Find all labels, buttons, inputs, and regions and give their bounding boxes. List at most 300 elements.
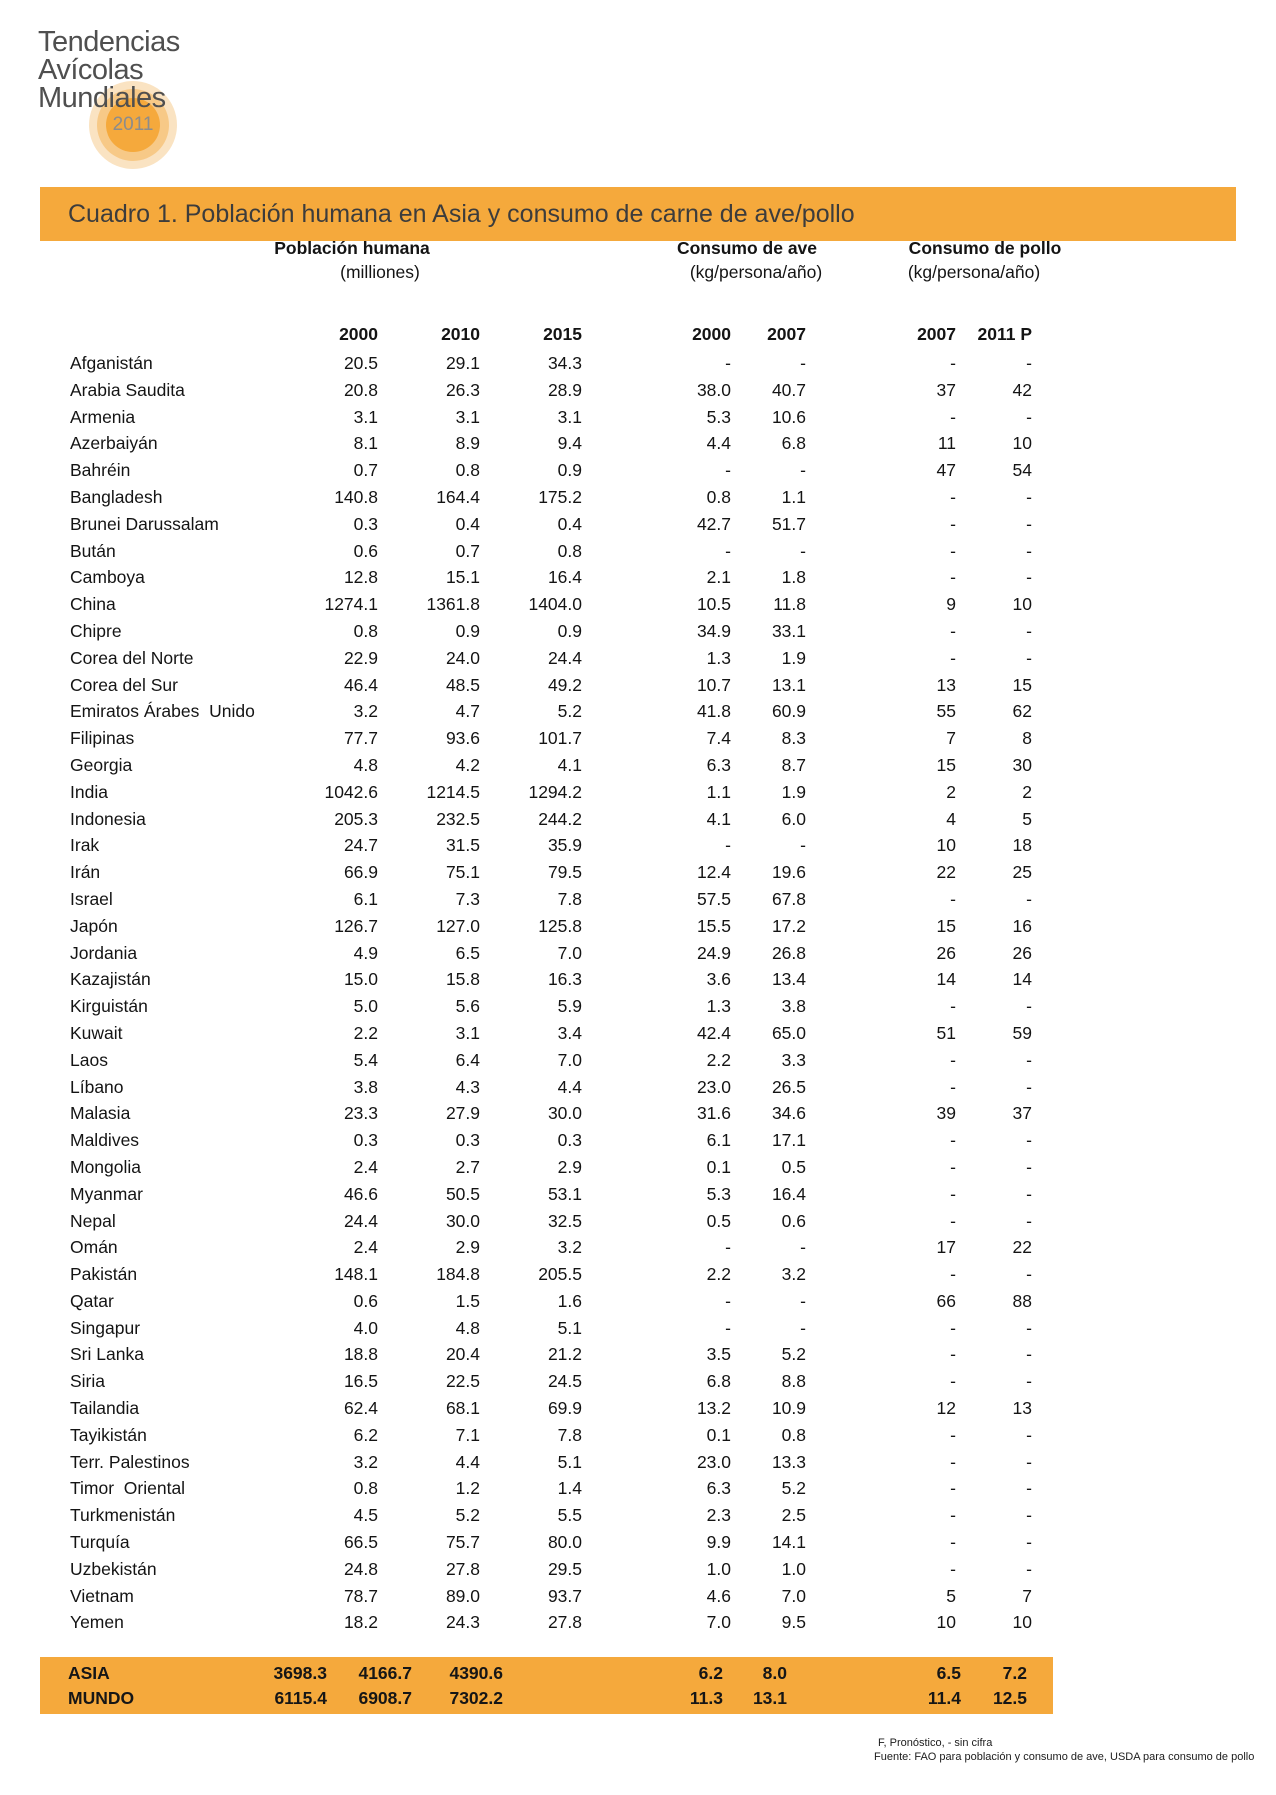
table-row (40, 430, 1032, 457)
value-cell: 7.8 (557, 1424, 582, 1445)
value-cell: - (800, 1290, 806, 1311)
value-cell: 0.3 (353, 513, 378, 534)
table-row (40, 377, 1032, 404)
table-body (40, 350, 1032, 1636)
table-row (40, 350, 1032, 377)
value-cell: 0.4 (455, 513, 480, 534)
value-cell: 27.9 (445, 1103, 480, 1124)
value-cell: 4.0 (353, 1317, 378, 1338)
value-cell: 23.3 (343, 1103, 378, 1124)
table-row (40, 538, 1032, 565)
country-name: Uzbekistán (70, 1558, 157, 1579)
country-name: Arabia Saudita (70, 379, 185, 400)
value-cell: 1042.6 (324, 781, 378, 802)
table-row (40, 511, 1032, 538)
value-cell: - (950, 1076, 956, 1097)
totals-value-cell: 6115.4 (274, 1688, 327, 1708)
value-cell: - (1026, 486, 1032, 507)
value-cell: 13 (1012, 1398, 1032, 1419)
value-cell: 80.0 (547, 1532, 582, 1553)
value-cell: - (1026, 1210, 1032, 1231)
value-cell: - (950, 567, 956, 588)
value-cell: - (1026, 888, 1032, 909)
value-cell: 15.8 (445, 969, 480, 990)
table-row (40, 1261, 1032, 1288)
value-cell: - (800, 1237, 806, 1258)
value-cell: 10 (1012, 433, 1032, 454)
value-cell: - (725, 835, 731, 856)
value-cell: 34.6 (771, 1103, 806, 1124)
value-cell: 42.4 (696, 1022, 731, 1043)
value-cell: 66.5 (343, 1532, 378, 1553)
totals-value-cell: 6.5 (936, 1663, 961, 1683)
value-cell: 4.4 (455, 1451, 480, 1472)
country-name: Corea del Sur (70, 674, 178, 695)
value-cell: 5.2 (557, 701, 582, 722)
table-row (40, 1583, 1032, 1610)
value-cell: 15.1 (445, 567, 480, 588)
table-row (40, 886, 1032, 913)
value-cell: 6.1 (353, 888, 378, 909)
country-name: Chipre (70, 620, 122, 641)
value-cell: - (950, 888, 956, 909)
value-cell: 18.8 (343, 1344, 378, 1365)
table-row (40, 404, 1032, 431)
value-cell: 24.3 (445, 1612, 480, 1633)
country-name: Mongolia (70, 1156, 142, 1177)
country-name: Israel (70, 888, 113, 909)
value-cell: - (1026, 1371, 1032, 1392)
value-cell: 175.2 (538, 486, 582, 507)
country-name: Malasia (70, 1103, 131, 1124)
value-cell: 126.7 (334, 915, 378, 936)
value-cell: - (1026, 1478, 1032, 1499)
table-row (40, 966, 1032, 993)
value-cell: - (950, 1532, 956, 1553)
value-cell: 0.3 (455, 1130, 480, 1151)
totals-value-cell: 7.2 (1002, 1663, 1027, 1683)
value-cell: 0.6 (353, 540, 378, 561)
value-cell: 26.5 (771, 1076, 806, 1097)
value-cell: 23.0 (696, 1076, 731, 1097)
country-name: Emiratos Árabes Unido (70, 701, 255, 722)
table-row (40, 1154, 1032, 1181)
totals-row (40, 1686, 1053, 1711)
value-cell: 7 (946, 728, 956, 749)
year-header: 2000 (339, 324, 378, 344)
value-cell: 93.6 (445, 728, 480, 749)
value-cell: 53.1 (547, 1183, 582, 1204)
value-cell: - (1026, 1049, 1032, 1070)
value-cell: 5.3 (706, 1183, 731, 1204)
value-cell: - (950, 1317, 956, 1338)
value-cell: 1274.1 (324, 594, 378, 615)
value-cell: 3.1 (455, 1022, 480, 1043)
value-cell: 3.2 (781, 1264, 806, 1285)
table-row (40, 1315, 1032, 1342)
value-cell: 15 (1012, 674, 1032, 695)
value-cell: 60.9 (771, 701, 806, 722)
value-cell: 2.2 (706, 1049, 731, 1070)
value-cell: - (950, 1424, 956, 1445)
value-cell: 14 (1012, 969, 1032, 990)
value-cell: 50.5 (445, 1183, 480, 1204)
value-cell: 0.5 (781, 1156, 806, 1177)
value-cell: 46.6 (343, 1183, 378, 1204)
country-name: Bután (70, 540, 116, 561)
value-cell: 6.8 (706, 1371, 731, 1392)
value-cell: 9 (946, 594, 956, 615)
value-cell: 59 (1012, 1022, 1032, 1043)
value-cell: 3.5 (706, 1344, 731, 1365)
year-header: 2011 P (977, 324, 1032, 344)
value-cell: - (1026, 1156, 1032, 1177)
value-cell: - (950, 540, 956, 561)
value-cell: 5.4 (353, 1049, 378, 1070)
year-headers-row (40, 321, 1032, 348)
value-cell: 38.0 (696, 379, 731, 400)
value-cell: 0.9 (557, 460, 582, 481)
value-cell: 5.6 (455, 996, 480, 1017)
value-cell: 5.1 (557, 1317, 582, 1338)
value-cell: - (950, 513, 956, 534)
country-name: Singapur (70, 1317, 141, 1338)
value-cell: - (1026, 620, 1032, 641)
value-cell: - (950, 1451, 956, 1472)
value-cell: 69.9 (547, 1398, 582, 1419)
table-row (40, 1288, 1032, 1315)
value-cell: 24.7 (343, 835, 378, 856)
table-row (40, 698, 1032, 725)
value-cell: 0.7 (455, 540, 480, 561)
value-cell: 5.2 (455, 1505, 480, 1526)
value-cell: 4 (946, 808, 956, 829)
value-cell: 3.4 (557, 1022, 582, 1043)
totals-name: MUNDO (68, 1688, 135, 1708)
value-cell: 125.8 (538, 915, 582, 936)
value-cell: - (800, 835, 806, 856)
value-cell: 7.0 (557, 942, 582, 963)
value-cell: 2.3 (706, 1505, 731, 1526)
value-cell: 1.3 (706, 996, 731, 1017)
value-cell: 16.4 (771, 1183, 806, 1204)
value-cell: 15 (936, 915, 956, 936)
value-cell: 62 (1012, 701, 1032, 722)
value-cell: 16.4 (547, 567, 582, 588)
value-cell: - (950, 647, 956, 668)
value-cell: 5.2 (781, 1344, 806, 1365)
value-cell: 75.1 (445, 862, 480, 883)
table-row (40, 993, 1032, 1020)
table-row (40, 832, 1032, 859)
value-cell: 10 (936, 835, 956, 856)
value-cell: 3.8 (353, 1076, 378, 1097)
value-cell: 2 (1022, 781, 1032, 802)
value-cell: 1.1 (706, 781, 731, 802)
country-name: Camboya (70, 567, 145, 588)
value-cell: - (1026, 513, 1032, 534)
value-cell: 3.6 (706, 969, 731, 990)
value-cell: - (1026, 567, 1032, 588)
value-cell: 46.4 (343, 674, 378, 695)
value-cell: 29.1 (445, 353, 480, 373)
value-cell: - (725, 1317, 731, 1338)
value-cell: 0.8 (557, 540, 582, 561)
value-cell: 26 (1012, 942, 1032, 963)
value-cell: 5.1 (557, 1451, 582, 1472)
value-cell: 4.9 (353, 942, 378, 963)
value-cell: 19.6 (771, 862, 806, 883)
value-cell: - (725, 1237, 731, 1258)
value-cell: 13.2 (696, 1398, 731, 1419)
value-cell: - (1026, 1264, 1032, 1285)
year-header: 2007 (917, 324, 956, 344)
value-cell: 24.4 (343, 1210, 378, 1231)
value-cell: 11.8 (773, 594, 806, 615)
value-cell: 2.2 (353, 1022, 378, 1043)
value-cell: 10 (1012, 594, 1032, 615)
totals-value-cell: 11.4 (927, 1688, 961, 1708)
country-name: Turkmenistán (70, 1505, 176, 1526)
country-name: Armenia (70, 406, 136, 427)
value-cell: 12.8 (343, 567, 378, 588)
value-cell: 3.3 (781, 1049, 806, 1070)
value-cell: - (950, 620, 956, 641)
country-name: Kuwait (70, 1022, 123, 1043)
value-cell: - (950, 1210, 956, 1231)
value-cell: 1404.0 (528, 594, 582, 615)
table-row (40, 1020, 1032, 1047)
value-cell: 6.1 (706, 1130, 731, 1151)
value-cell: 3.2 (557, 1237, 582, 1258)
value-cell: 205.5 (538, 1264, 582, 1285)
value-cell: 7.0 (706, 1612, 731, 1633)
country-name: Laos (70, 1049, 108, 1070)
value-cell: 78.7 (343, 1585, 378, 1606)
value-cell: 24.0 (445, 647, 480, 668)
value-cell: 24.8 (343, 1558, 378, 1579)
value-cell: 26.3 (445, 379, 480, 400)
footnotes (874, 1736, 1254, 1764)
value-cell: 67.8 (771, 888, 806, 909)
value-cell: - (950, 996, 956, 1017)
value-cell: 0.8 (353, 1478, 378, 1499)
value-cell: 10 (936, 1612, 956, 1633)
value-cell: 5 (1022, 808, 1032, 829)
value-cell: 20.4 (445, 1344, 480, 1365)
value-cell: 13.4 (771, 969, 806, 990)
value-cell: 39 (936, 1103, 956, 1124)
value-cell: 25 (1012, 862, 1032, 883)
value-cell: 27.8 (547, 1612, 582, 1633)
value-cell: 54 (1012, 460, 1032, 481)
value-cell: 0.8 (706, 486, 731, 507)
value-cell: 2.1 (706, 567, 731, 588)
value-cell: - (950, 1049, 956, 1070)
value-cell: 2 (946, 781, 956, 802)
table-row (40, 1368, 1032, 1395)
value-cell: 8 (1022, 728, 1032, 749)
country-name: Omán (70, 1237, 118, 1258)
value-cell: 1.9 (781, 781, 806, 802)
value-cell: 17.2 (771, 915, 806, 936)
value-cell: 13.1 (771, 674, 806, 695)
totals-row (40, 1661, 1053, 1686)
value-cell: 7.0 (557, 1049, 582, 1070)
value-cell: 6.3 (706, 754, 731, 775)
value-cell: 1.2 (455, 1478, 480, 1499)
value-cell: - (1026, 1183, 1032, 1204)
table-row (40, 1181, 1032, 1208)
value-cell: - (1026, 1317, 1032, 1338)
value-cell: 1.5 (455, 1290, 480, 1311)
value-cell: 75.7 (445, 1532, 480, 1553)
value-cell: 9.4 (557, 433, 582, 454)
value-cell: 1.0 (706, 1558, 731, 1579)
value-cell: 21.2 (547, 1344, 582, 1365)
table-row (40, 859, 1032, 886)
group-header-poblacion: Población humana (274, 238, 430, 258)
value-cell: 244.2 (538, 808, 582, 829)
value-cell: 148.1 (334, 1264, 378, 1285)
value-cell: 1214.5 (426, 781, 480, 802)
country-name: Terr. Palestinos (70, 1451, 190, 1472)
value-cell: 68.1 (445, 1398, 480, 1419)
value-cell: - (950, 1478, 956, 1499)
value-cell: 4.1 (706, 808, 731, 829)
value-cell: 65.0 (771, 1022, 806, 1043)
value-cell: - (950, 353, 956, 373)
value-cell: 232.5 (436, 808, 480, 829)
value-cell: - (1026, 1532, 1032, 1553)
value-cell: 27.8 (445, 1558, 480, 1579)
value-cell: 48.5 (445, 674, 480, 695)
table-row (40, 1422, 1032, 1449)
value-cell: 2.4 (353, 1237, 378, 1258)
value-cell: 5.2 (781, 1478, 806, 1499)
value-cell: 16.5 (343, 1371, 378, 1392)
value-cell: 51.7 (771, 513, 806, 534)
country-name: Pakistán (70, 1264, 138, 1285)
value-cell: - (725, 1290, 731, 1311)
totals-name: ASIA (68, 1663, 110, 1683)
year-header: 2015 (543, 324, 582, 344)
value-cell: - (1026, 1424, 1032, 1445)
country-name: Turquía (70, 1532, 130, 1553)
value-cell: 6.8 (781, 433, 806, 454)
value-cell: - (950, 1156, 956, 1177)
value-cell: 7.1 (455, 1424, 480, 1445)
table-row (40, 1074, 1032, 1101)
group-header-consumo-ave: Consumo de ave (676, 238, 818, 258)
value-cell: - (950, 406, 956, 427)
value-cell: 5 (946, 1585, 956, 1606)
value-cell: - (1026, 1505, 1032, 1526)
value-cell: 7.3 (455, 888, 480, 909)
totals-bar (40, 1657, 1053, 1714)
value-cell: 8.9 (455, 433, 480, 454)
value-cell: 4.4 (557, 1076, 582, 1097)
totals-value-cell: 13.1 (752, 1688, 787, 1708)
value-cell: 23.0 (696, 1451, 731, 1472)
value-cell: 0.8 (353, 620, 378, 641)
country-name: India (70, 781, 108, 802)
value-cell: 4.1 (557, 754, 582, 775)
table-row (40, 1341, 1032, 1368)
value-cell: 4.4 (706, 433, 731, 454)
value-cell: 66 (936, 1290, 956, 1311)
value-cell: 0.1 (706, 1156, 731, 1177)
value-cell: 1.1 (781, 486, 806, 507)
value-cell: 15.0 (343, 969, 378, 990)
value-cell: 0.7 (353, 460, 378, 481)
table-row (40, 779, 1032, 806)
value-cell: 6.4 (455, 1049, 480, 1070)
value-cell: 15 (936, 754, 956, 775)
table-title-bar (40, 187, 1236, 241)
value-cell: 33.1 (771, 620, 806, 641)
country-name: Japón (70, 915, 118, 936)
value-cell: 49.2 (547, 674, 582, 695)
value-cell: 140.8 (334, 486, 378, 507)
value-cell: 5.3 (706, 406, 731, 427)
value-cell: 5.5 (557, 1505, 582, 1526)
value-cell: - (1026, 406, 1032, 427)
value-cell: 22.5 (445, 1371, 480, 1392)
value-cell: 1.9 (781, 647, 806, 668)
value-cell: 0.9 (455, 620, 480, 641)
country-name: Bahréin (70, 460, 131, 481)
value-cell: 1361.8 (426, 594, 480, 615)
value-cell: 66.9 (343, 862, 378, 883)
country-name: Siria (70, 1371, 106, 1392)
value-cell: 22 (1012, 1237, 1032, 1258)
country-name: Qatar (70, 1290, 114, 1311)
value-cell: 15.5 (696, 915, 731, 936)
value-cell: 12 (936, 1398, 956, 1419)
value-cell: 1.6 (557, 1290, 582, 1311)
value-cell: 0.6 (781, 1210, 806, 1231)
value-cell: 17.1 (771, 1130, 806, 1151)
value-cell: 14.1 (771, 1532, 806, 1553)
value-cell: 20.8 (343, 379, 378, 400)
group-unit-consumo-pollo: (kg/persona/año) (907, 262, 1041, 282)
footnote-legend: F, Pronóstico, - sin cifra (878, 1737, 993, 1749)
totals-value-cell: 3698.3 (273, 1663, 327, 1683)
country-name: Irak (70, 835, 100, 856)
value-cell: 34.3 (547, 353, 582, 373)
value-cell: 37 (1012, 1103, 1032, 1124)
totals-value-cell: 11.3 (689, 1688, 723, 1708)
table-row (40, 1556, 1032, 1583)
value-cell: - (950, 1505, 956, 1526)
value-cell: 11 (937, 433, 956, 454)
table-title: Cuadro 1. Población humana en Asia y consumo de carne de ave/pollo (68, 199, 855, 228)
value-cell: 0.4 (557, 513, 582, 534)
logo-year-badge: 2011 (112, 114, 154, 135)
value-cell: 4.2 (455, 754, 480, 775)
value-cell: 2.4 (353, 1156, 378, 1177)
value-cell: 1.0 (781, 1558, 806, 1579)
value-cell: 35.9 (547, 835, 582, 856)
country-name: Corea del Norte (70, 647, 194, 668)
value-cell: 29.5 (547, 1558, 582, 1579)
table-row (40, 913, 1032, 940)
value-cell: 0.9 (557, 620, 582, 641)
value-cell: 184.8 (436, 1264, 480, 1285)
value-cell: 5.0 (353, 996, 378, 1017)
country-name: Líbano (70, 1076, 124, 1097)
